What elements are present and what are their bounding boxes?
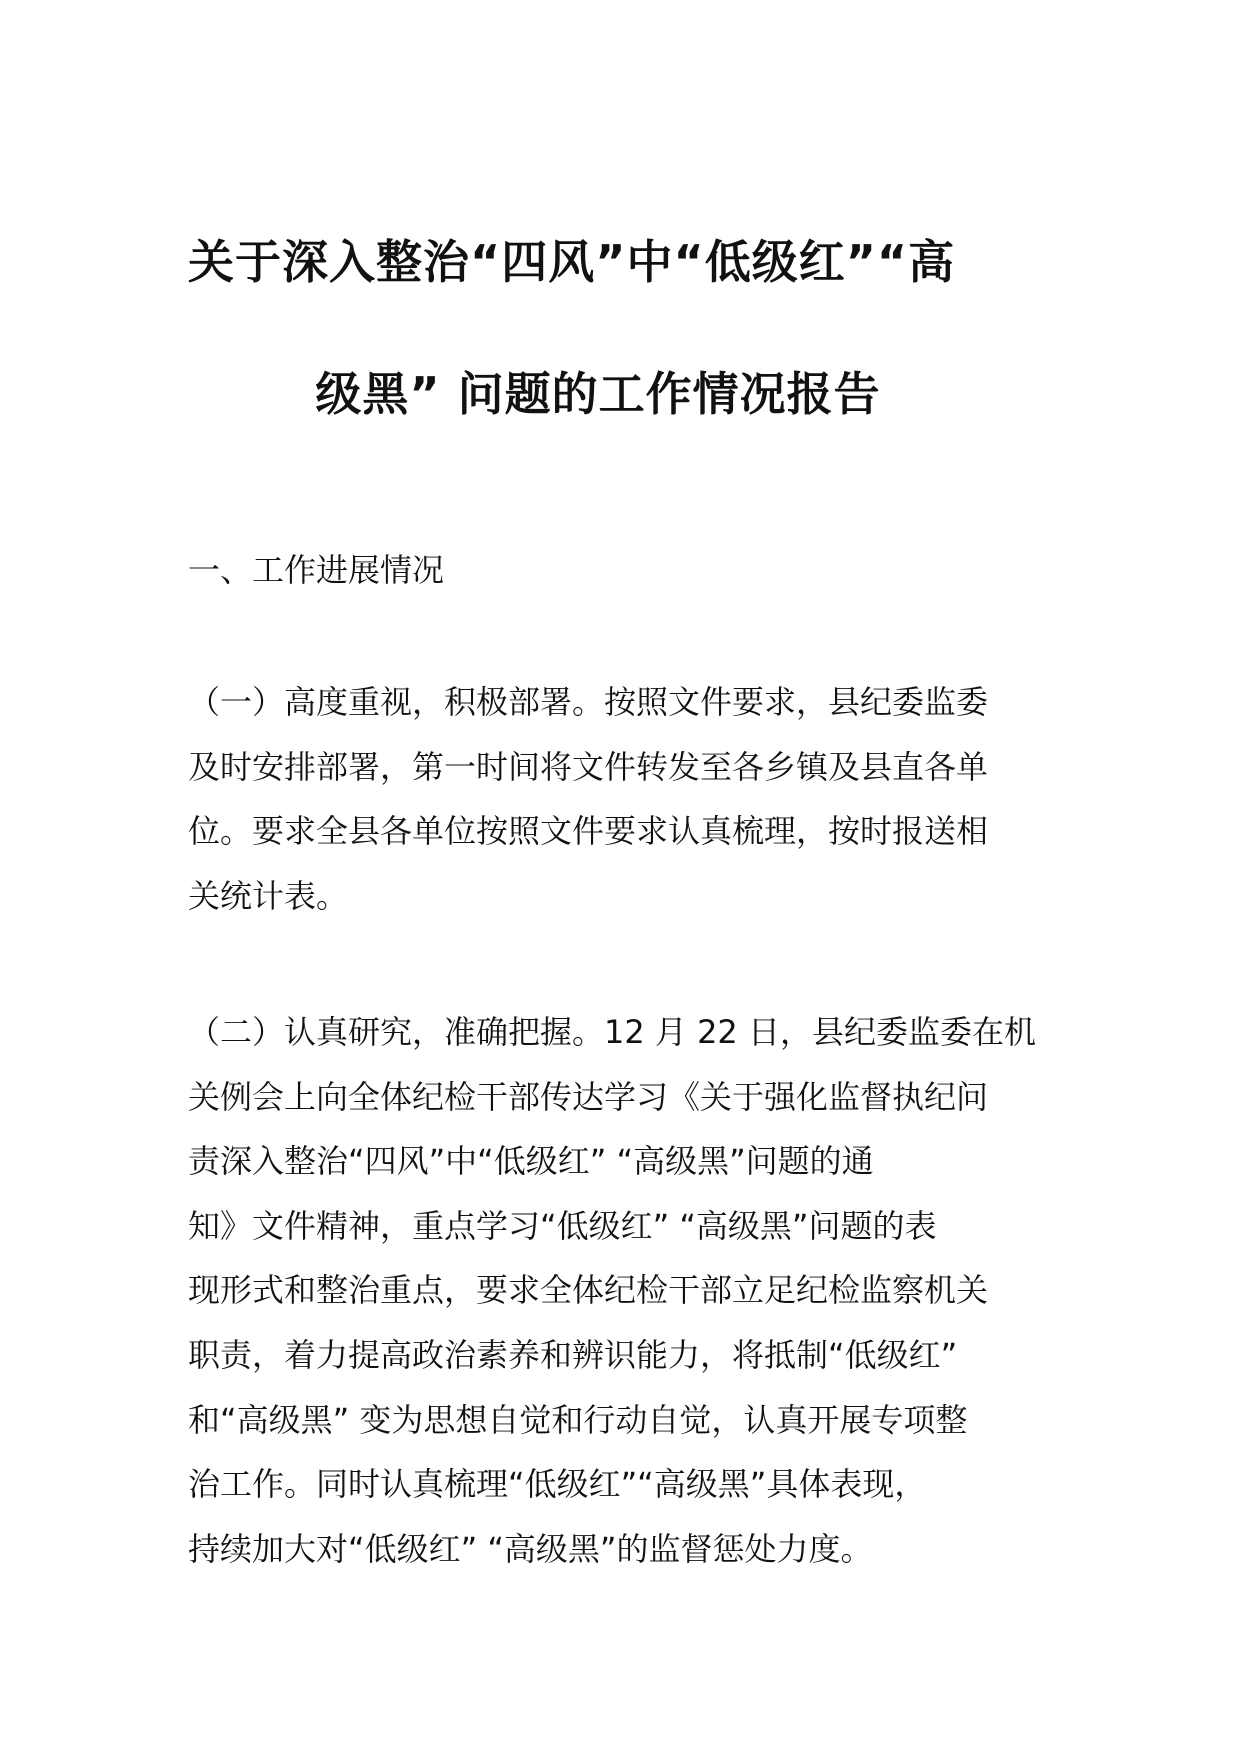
paragraph-line: （二）认真研究，准确把握。12 月 22 日，县纪委监委在机 <box>188 1013 1036 1051</box>
paragraph-line: 治工作。同时认真梳理“低级红”“高级黑”具体表现， <box>188 1465 927 1504</box>
paragraph-line: 及时安排部署，第一时间将文件转发至各乡镇及县直各单 <box>188 747 989 786</box>
paragraph-line: 关统计表。 <box>188 876 349 915</box>
paragraph-line: 现形式和整治重点，要求全体纪检干部立足纪检监察机关 <box>188 1271 989 1310</box>
paragraph-line: 知》文件精神，重点学习“低级红” “高级黑”问题的表 <box>188 1206 937 1245</box>
title-line-1: 关于深入整治“四风”中“低级红”“高 <box>188 235 956 289</box>
paragraph-line: 和“高级黑” 变为思想自觉和行动自觉，认真开展专项整 <box>188 1400 968 1439</box>
paragraph-2 <box>188 1000 1048 1581</box>
paragraph-line: 持续加大对“低级红” “高级黑”的监督惩处力度。 <box>188 1529 873 1568</box>
paragraph-line: 位。要求全县各单位按照文件要求认真梳理，按时报送相 <box>188 812 989 851</box>
section-heading: 一、工作进展情况 <box>188 551 445 589</box>
paragraph-line: 责深入整治“四风”中“低级红” “高级黑”问题的通 <box>188 1142 874 1181</box>
document-title <box>188 196 1048 460</box>
title-line-2: 级黑” 问题的工作情况报告 <box>315 367 881 421</box>
paragraph-line: （一）高度重视，积极部署。按照文件要求，县纪委监委 <box>188 683 989 721</box>
paragraph-line: 职责，着力提高政治素养和辨识能力，将抵制“低级红” <box>188 1335 958 1374</box>
paragraph-line: 关例会上向全体纪检干部传达学习《关于强化监督执纪问 <box>188 1077 989 1116</box>
paragraph-1 <box>188 670 1048 928</box>
